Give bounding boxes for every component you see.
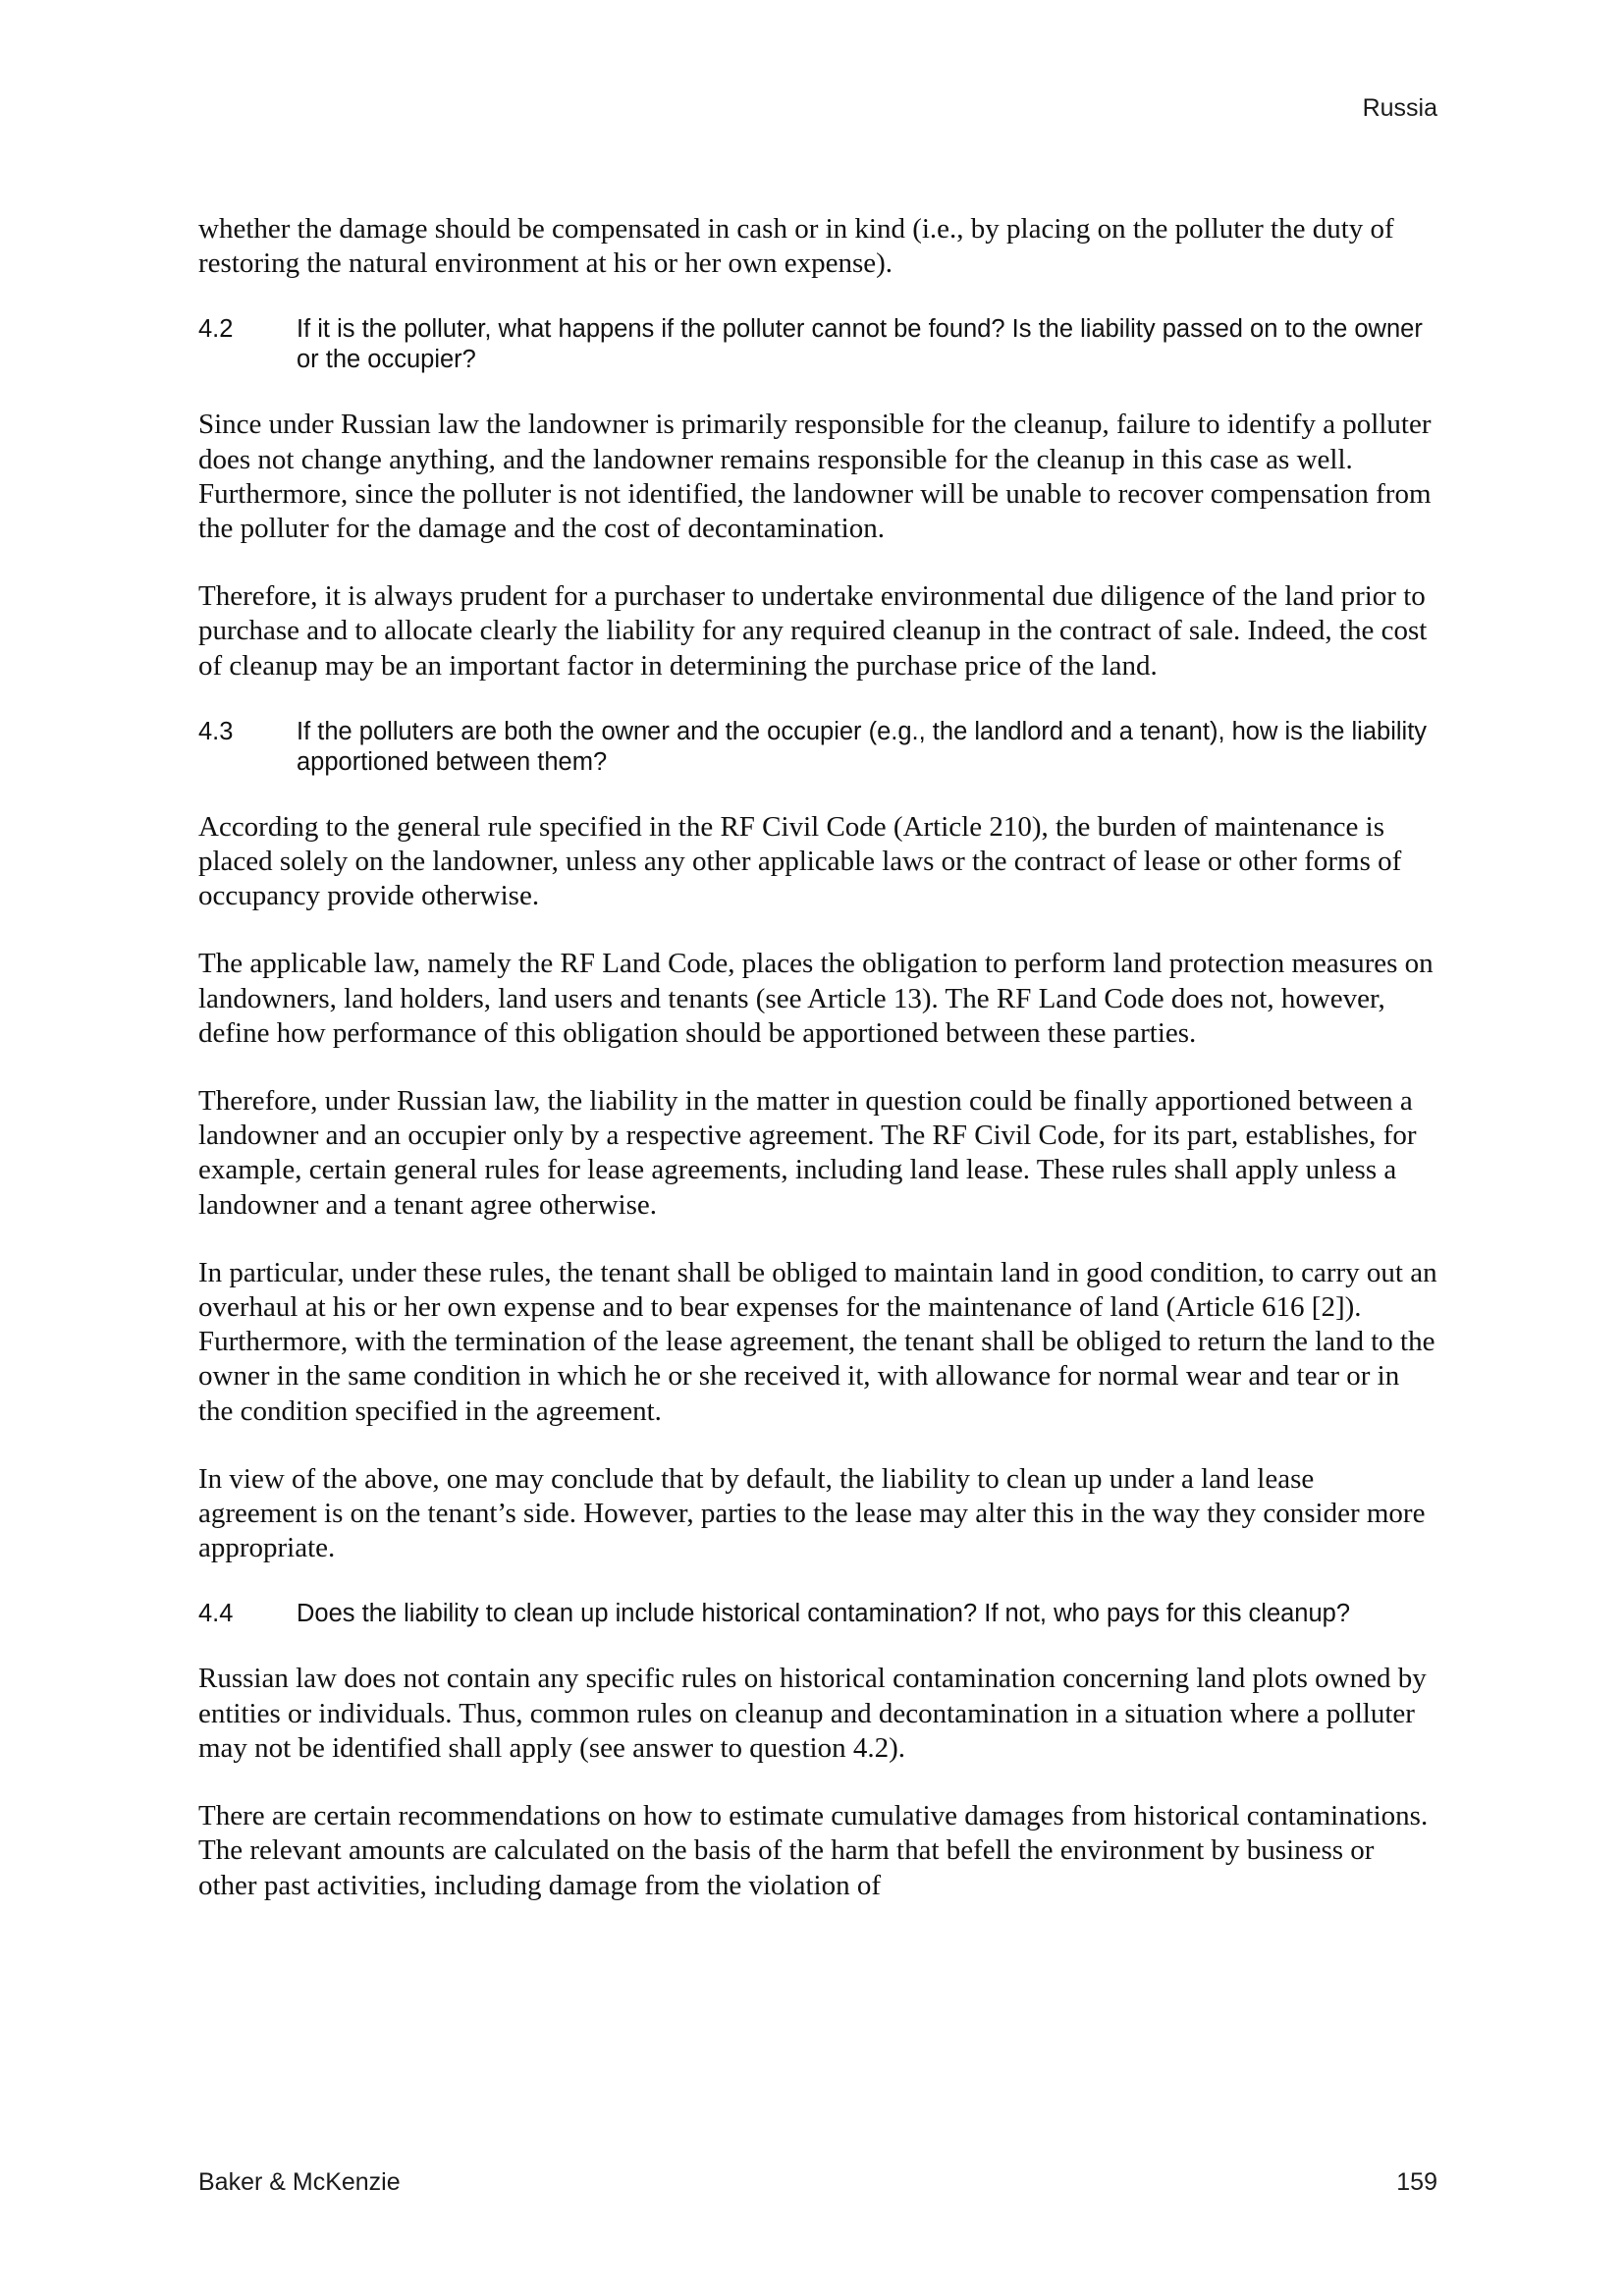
paragraph: There are certain recommendations on how to estimate cumulative damages from historical contaminations. The relevant amounts are calculated on the basis of the harm that befell the environment by business or other past activities, including damage from the violation of <box>198 1800 1429 1901</box>
question-text: If the polluters are both the owner and the occupier (e.g., the landlord and a tenant), how is the liability apportioned between them? <box>297 717 1428 776</box>
question-text: Does the liability to clean up include historical contamination? If not, who pays for this cleanup? <box>297 1600 1351 1628</box>
paragraph: whether the damage should be compensated in cash or in kind (i.e., by placing on the polluter the duty of restoring the natural environment at his or her own expense). <box>198 213 1394 280</box>
question-number: 4.3 <box>198 717 234 745</box>
paragraph: Therefore, under Russian law, the liability in the matter in question could be finally apportioned between a landowner and an occupier only by a respective agreement. The RF Civil Code, for its part, establishes, for example, certain general rules for lease agreements, including land lease. These rules shall apply unless a landowner and a tenant agree otherwise. <box>198 1085 1417 1221</box>
question-text: If it is the polluter, what happens if the polluter cannot be found? Is the liability passed on to the owner or the occupier? <box>297 315 1423 374</box>
question-number: 4.2 <box>198 315 234 344</box>
question-number: 4.4 <box>198 1600 234 1628</box>
question-4-3 <box>198 717 1437 778</box>
paragraph: In view of the above, one may conclude that by default, the liability to clean up under a land lease agreement is on the tenant’s side. However, parties to the lease may alter this in the way they consider more appropriate. <box>198 1462 1426 1564</box>
running-header: Russia <box>1362 94 1437 122</box>
paragraph: The applicable law, namely the RF Land Code, places the obligation to perform land protection measures on landowners, land holders, land users and tenants (see Article 13). The RF Land Code does not, however, define how performance of this obligation should be apportioned between these parties. <box>198 948 1434 1049</box>
footer-firm-name: Baker & McKenzie <box>198 2168 401 2196</box>
paragraph: According to the general rule specified in the RF Civil Code (Article 210), the burden of maintenance is placed solely on the landowner, unless any other applicable laws or the contract of lease or other forms of occupancy provide otherwise. <box>198 810 1402 912</box>
question-4-4 <box>198 1599 1437 1629</box>
paragraph: Therefore, it is always prudent for a purchaser to undertake environmental due diligence of the land prior to purchase and to allocate clearly the liability for any required cleanup in the contract of sale. Indeed, the cost of cleanup may be an important factor in determining the purchase price of the land. <box>198 580 1428 682</box>
question-4-2 <box>198 314 1437 375</box>
page-body <box>198 212 1437 1937</box>
paragraph: Russian law does not contain any specific rules on historical contamination concerning land plots owned by entities or individuals. Thus, common rules on cleanup and decontamination in a situation where a polluter may not be identified shall apply (see answer to question 4.2). <box>198 1663 1427 1764</box>
paragraph: In particular, under these rules, the tenant shall be obliged to maintain land in good condition, to carry out an overhaul at his or her own expense and to bear expenses for the maintenance of land (Article 616 [2]). Furthermore, with the termination of the lease agreement, the tenant shall be obliged to return the land to the owner in the same condition in which he or she received it, with allowance for normal wear and tear or in the condition specified in the agreement. <box>198 1256 1437 1427</box>
paragraph: Since under Russian law the landowner is primarily responsible for the cleanup, failure to identify a polluter does not change anything, and the landowner remains responsible for the cleanup in this case as well. Furthermore, since the polluter is not identified, the landowner will be unable to recover compensation from the polluter for the damage and the cost of decontamination. <box>198 409 1432 545</box>
footer-page-number: 159 <box>1396 2168 1437 2196</box>
